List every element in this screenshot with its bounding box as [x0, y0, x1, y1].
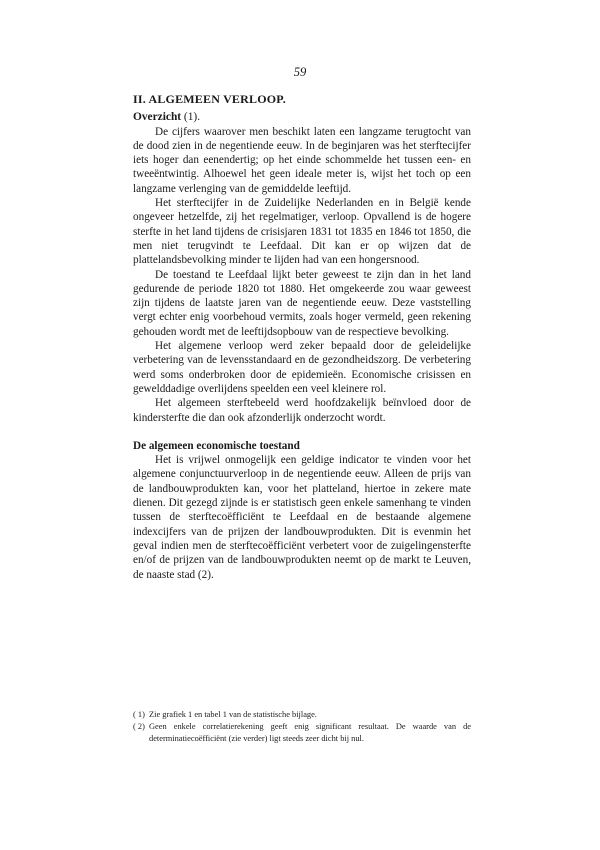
paragraph: Het is vrijwel onmogelijk een geldige indicator te vinden voor het algemene conjunctuurverloop in de negentiende eeuw. Alleen de prijs van de landbouwprodukten kan, voor het platteland, hiertoe in zekere mate dienen. Dit gezegd zijnde is er statistisch geen enkele samenhang te vinden tussen de sterftecoëfficiënt te Leefdaal en de bestaande algemene indexcijfers van de prijzen der landbouwprodukten. Dit is evenmin het geval indien men de sterftecoëfficiënt verbetert voor de zuigelingensterfte en/of de prijzen van de landbouwprodukten neemt op de markt te Leuven, de naaste stad (2).	[133, 454, 471, 581]
paragraph: Het sterftecijfer in de Zuidelijke Nederlanden en in België kende ongeveer hetzelfde, zij het regelmatiger, verloop. Opvallend is de hogere sterfte in het land tijdens de crisisjaren 1831 tot 1835 en 1846 tot 1850, die men niet terugvindt te Leefdaal. Dit kan er op wijzen dat de plattelandsbevolking minder te lijden had van een hongersnood.	[133, 197, 471, 267]
footnote-text: Geen enkele correlatierekening geeft enig significant resultaat. De waarde van de determinatiecoëfficiënt (zie verder) ligt steeds zeer dicht bij nul.	[149, 722, 471, 743]
footnote-number: ( 2)	[133, 722, 145, 731]
economisch-heading: De algemeen economische toestand	[133, 439, 300, 452]
overzicht-ref: (1).	[181, 111, 201, 124]
overzicht-title: Overzicht	[133, 111, 182, 124]
paragraph: Het algemene verloop werd zeker bepaald door de geleidelijke verbetering van de levensstandaard en de gezondheidszorg. De verbetering werd soms onderbroken door de epidemieën. Economische crisissen en gewelddadige overlijdens speelden een veel kleinere rol.	[133, 340, 471, 395]
paragraph: De toestand te Leefdaal lijkt beter geweest te zijn dan in het land gedurende de periode 1820 tot 1880. Het omgekeerde zou waar geweest zijn tijdens de laatste jaren van de negentiende eeuw. Deze vaststelling vergt echter enig voorbehoud vermits, zoals hoger vermeld, geen rekening gehouden wordt met de leeftijdsopbouw van de respectieve bevolking.	[133, 268, 471, 338]
section-title: II. ALGEMEEN VERLOOP.	[133, 92, 286, 106]
main-text	[133, 92, 471, 582]
paragraph: Het algemeen sterftebeeld werd hoofdzakelijk beïnvloed door de kindersterfte die dan ook afzonderlijk onderzocht wordt.	[133, 397, 471, 424]
page-number: 59	[293, 65, 307, 79]
overzicht-heading	[133, 110, 471, 124]
footnote-text: Zie grafiek 1 en tabel 1 van de statistische bijlage.	[149, 710, 317, 719]
footnote	[133, 721, 471, 745]
footnote	[133, 709, 471, 721]
paragraph: De cijfers waarover men beschikt laten een langzame terugtocht van de dood zien in de negentiende eeuw. In de beginjaren was het sterftecijfer iets hoger dan eenendertig; op het einde schommelde het tussen een- en tweeëntwintig. Alhoewel het geen ideale meter is, wijst het toch op een langzame verlenging van de gemiddelde leeftijd.	[133, 125, 471, 195]
footnote-number: ( 1)	[133, 710, 145, 719]
footnotes	[133, 709, 471, 745]
